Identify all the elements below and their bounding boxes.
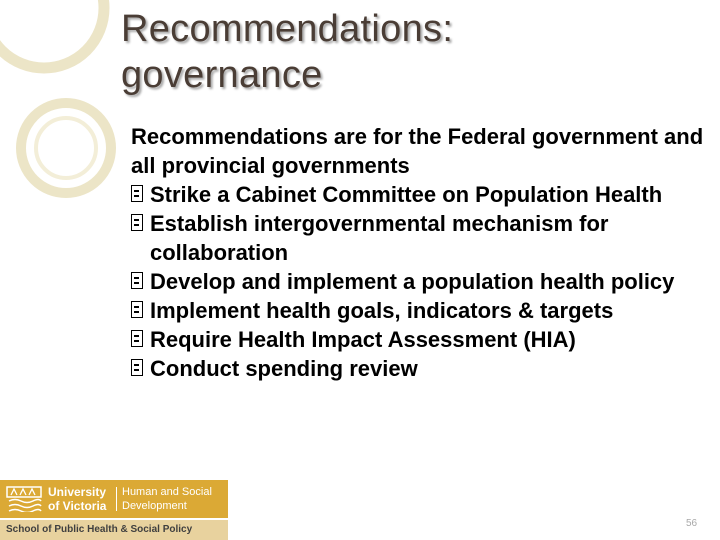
list-item [131, 180, 711, 209]
list-item-text: Conduct spending review [150, 356, 418, 381]
slide-title [121, 6, 701, 98]
recommendations-list [131, 180, 711, 383]
missing-glyph-box-icon [131, 185, 143, 202]
list-item-text: Require Health Impact Assessment (HIA) [150, 327, 576, 352]
list-item-text: Strike a Cabinet Committee on Population Health [150, 182, 663, 207]
logo-divider [116, 487, 117, 511]
list-item [131, 325, 711, 354]
page-number: 56 [686, 518, 698, 529]
university-name [48, 485, 106, 513]
list-item [131, 354, 711, 383]
faculty-name-line: Development [122, 500, 187, 512]
university-logo [0, 480, 228, 540]
list-item-text: Implement health goals, indicators & targets [150, 298, 614, 323]
faculty-name [122, 485, 212, 513]
intro-text: Recommendations are for the Federal government and all provincial governments [131, 124, 704, 178]
university-crest-icon [6, 486, 42, 512]
missing-glyph-box-icon [131, 330, 143, 347]
faculty-name-line: Human and Social [122, 486, 212, 498]
list-item-text: Develop and implement a population health policy [150, 269, 675, 294]
university-name-line: University [48, 485, 107, 499]
slide-title-line: Recommendations: [121, 8, 454, 50]
logo-bottom-band [0, 520, 228, 540]
logo-top-band [0, 480, 228, 518]
missing-glyph-box-icon [131, 272, 143, 289]
missing-glyph-box-icon [131, 214, 143, 231]
list-item [131, 267, 711, 296]
university-name-line: of Victoria [48, 499, 107, 513]
slide-title-line: governance [121, 54, 323, 96]
list-item-text: Establish intergovernmental mechanism for collaboration [150, 211, 609, 265]
missing-glyph-box-icon [131, 301, 143, 318]
list-item [131, 209, 711, 267]
school-name: School of Public Health & Social Policy [6, 524, 193, 535]
decorative-rings [0, 0, 120, 210]
list-item [131, 296, 711, 325]
slide-body [131, 122, 711, 383]
missing-glyph-box-icon [131, 359, 143, 376]
